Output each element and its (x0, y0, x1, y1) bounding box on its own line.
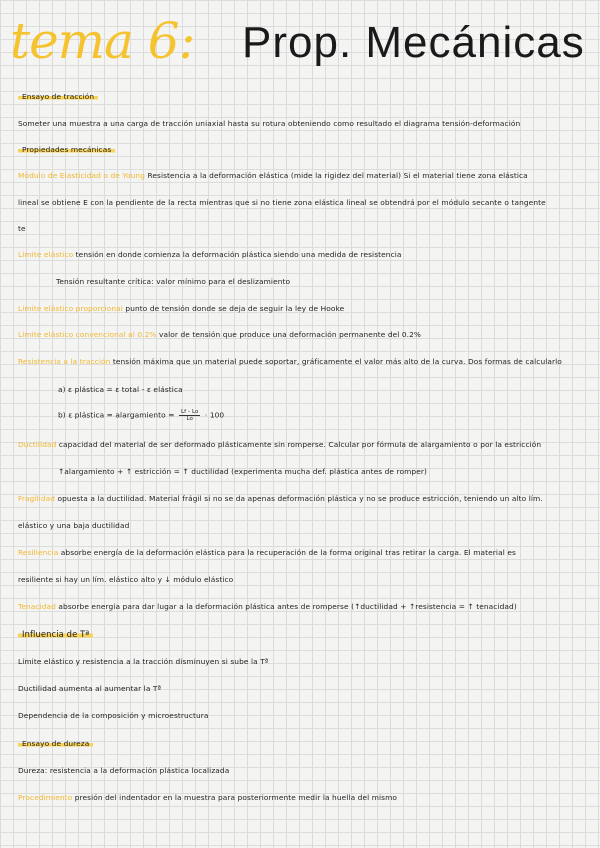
fraction: $\frac{Lf - Lo}{Lo}$ (180, 409, 199, 422)
text-line: Fragilidad opuesta a la ductilidad. Material frágil si no se da apenas deformación plástica y no se produce estricción, teniendo un alto lím. (18, 494, 543, 503)
text-line: Resiliencia absorbe energía de la deformación elástica para la recuperación de la forma original tras retirar la carga. El material es (18, 548, 516, 557)
text-line: Dureza: resistencia a la deformación plástica localizada (18, 766, 230, 775)
text-line: lineal se obtiene E con la pendiente de la recta mientras que si no tiene zona elástica lineal se obtendrá por el módulo secante o tangente (18, 198, 546, 207)
formula-a: a) ε plástica = ε total - ε elástica (58, 385, 183, 394)
section-ensayo-traccion: Ensayo de tracción (18, 92, 98, 101)
text-line: Someter una muestra a una carga de tracción uniaxial hasta su rotura obteniendo como resultado el diagrama tensión-deformación (18, 119, 521, 128)
text-line: Ductilidad aumenta al aumentar la Tª (18, 684, 162, 693)
text-line: elástico y una baja ductilidad (18, 521, 130, 530)
text-line: Límite elástico tensión en donde comienza la deformación plástica siendo una medida de resistencia (18, 250, 402, 259)
section-influencia: Influencia de Tª (18, 629, 93, 639)
title-main: Prop. Mecánicas (242, 18, 585, 67)
text-line: ↑alargamiento + ↑ estricción = ↑ ductilidad (experimenta mucha def. plástica antes de romper) (58, 467, 427, 476)
text-line: Límite elástico convencional al 0.2% valor de tensión que produce una deformación permanente del 0.2% (18, 330, 422, 339)
text-line: te (18, 224, 26, 233)
section-propiedades: Propiedades mecánicas (18, 145, 115, 154)
text-line: Resistencia a la tracción tensión máxima que un material puede soportar, gráficamente el valor más alto de la curva. Dos formas de calcularlo (18, 357, 562, 366)
text-line: Límite elástico y resistencia a la tracción disminuyen si sube la Tª (18, 657, 269, 666)
formula-b: b) ε plástica = alargamiento = $\frac{Lf - Lo}{Lo}$ · 100 (58, 409, 225, 422)
text-line: Módulo de Elasticidad o de Young Resistencia a la deformación elástica (mide la rigidez del material) Si el material tiene zona elástica (18, 171, 528, 180)
text-line: Procedimiento presión del indentador en la muestra para posteriormente medir la huella del mismo (18, 793, 398, 802)
text-line: Tenacidad absorbe energía para dar lugar a la deformación plástica antes de romperse (↑ductilidad + ↑resistencia = ↑ tenacidad) (18, 602, 517, 611)
text-line: Límite elástico proporcional punto de tensión donde se deja de seguir la ley de Hooke (18, 304, 345, 313)
section-ensayo-dureza: Ensayo de dureza (18, 739, 93, 748)
title-prefix: tema 6: (10, 12, 195, 70)
text-line: Ductilidad capacidad del material de ser deformado plásticamente sin romperse. Calcular por fórmula de alargamiento o por la estricción (18, 440, 542, 449)
text-line: Dependencia de la composición y microestructura (18, 711, 209, 720)
text-line: Tensión resultante crítica: valor mínimo para el deslizamiento (56, 277, 291, 286)
text-line: resiliente si hay un lím. elástico alto y ↓ módulo elástico (18, 575, 234, 584)
